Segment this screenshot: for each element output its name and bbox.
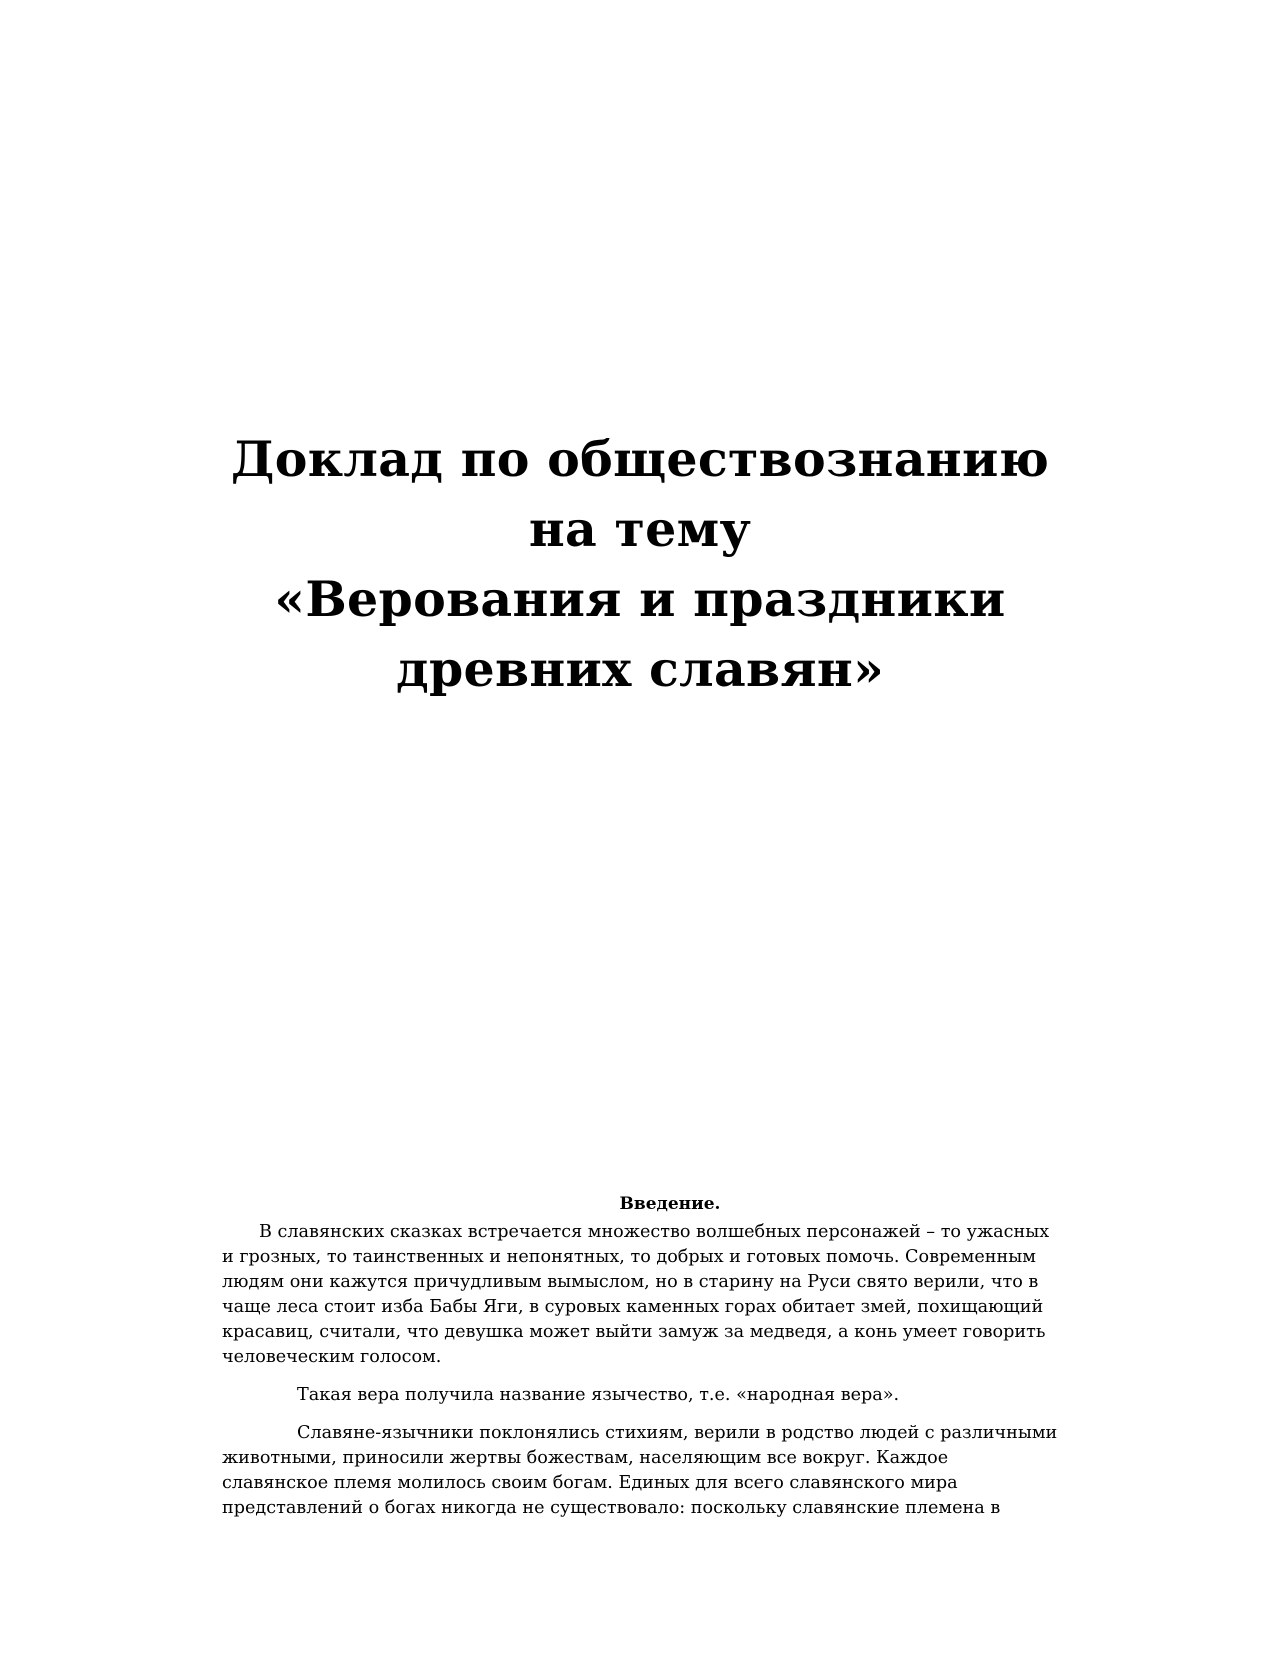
intro-paragraph (222, 1220, 1162, 1370)
report-title (0, 424, 1280, 704)
intro-paragraph (222, 1383, 1162, 1408)
intro-heading: Введение. (619, 1194, 721, 1214)
title-line: на тему (528, 500, 752, 558)
text-line: человеческим голосом. (222, 1347, 442, 1367)
title-line: древних славян» (396, 640, 884, 698)
text-line: чаще леса стоит изба Бабы Яги, в суровых каменных горах обитает змей, похищающий (222, 1297, 1044, 1317)
title-line: «Верования и праздники (274, 570, 1006, 628)
text-line: славянское племя молилось своим богам. Единых для всего славянского мира (222, 1473, 958, 1493)
text-line: представлений о богах никогда не существовало: поскольку славянские племена в (222, 1498, 1001, 1518)
text-line: животными, приносили жертвы божествам, населяющим все вокруг. Каждое (222, 1448, 949, 1468)
text-line: людям они кажутся причудливым вымыслом, но в старину на Руси свято верили, что в (222, 1272, 1039, 1292)
text-line: В славянских сказках встречается множество волшебных персонажей – то ужасных (259, 1222, 1050, 1242)
title-line: Доклад по обществознанию (230, 430, 1050, 488)
text-line: Такая вера получила название язычество, т.е. «народная вера». (297, 1385, 900, 1405)
text-line: Славяне-язычники поклонялись стихиям, верили в родство людей с различными (297, 1423, 1058, 1443)
intro-paragraph (222, 1421, 1162, 1521)
text-line: и грозных, то таинственных и непонятных, то добрых и готовых помочь. Современным (222, 1247, 1036, 1267)
text-line: красавиц, считали, что девушка может выйти замуж за медведя, а конь умеет говорить (222, 1322, 1046, 1342)
intro-body (222, 1220, 1162, 1521)
